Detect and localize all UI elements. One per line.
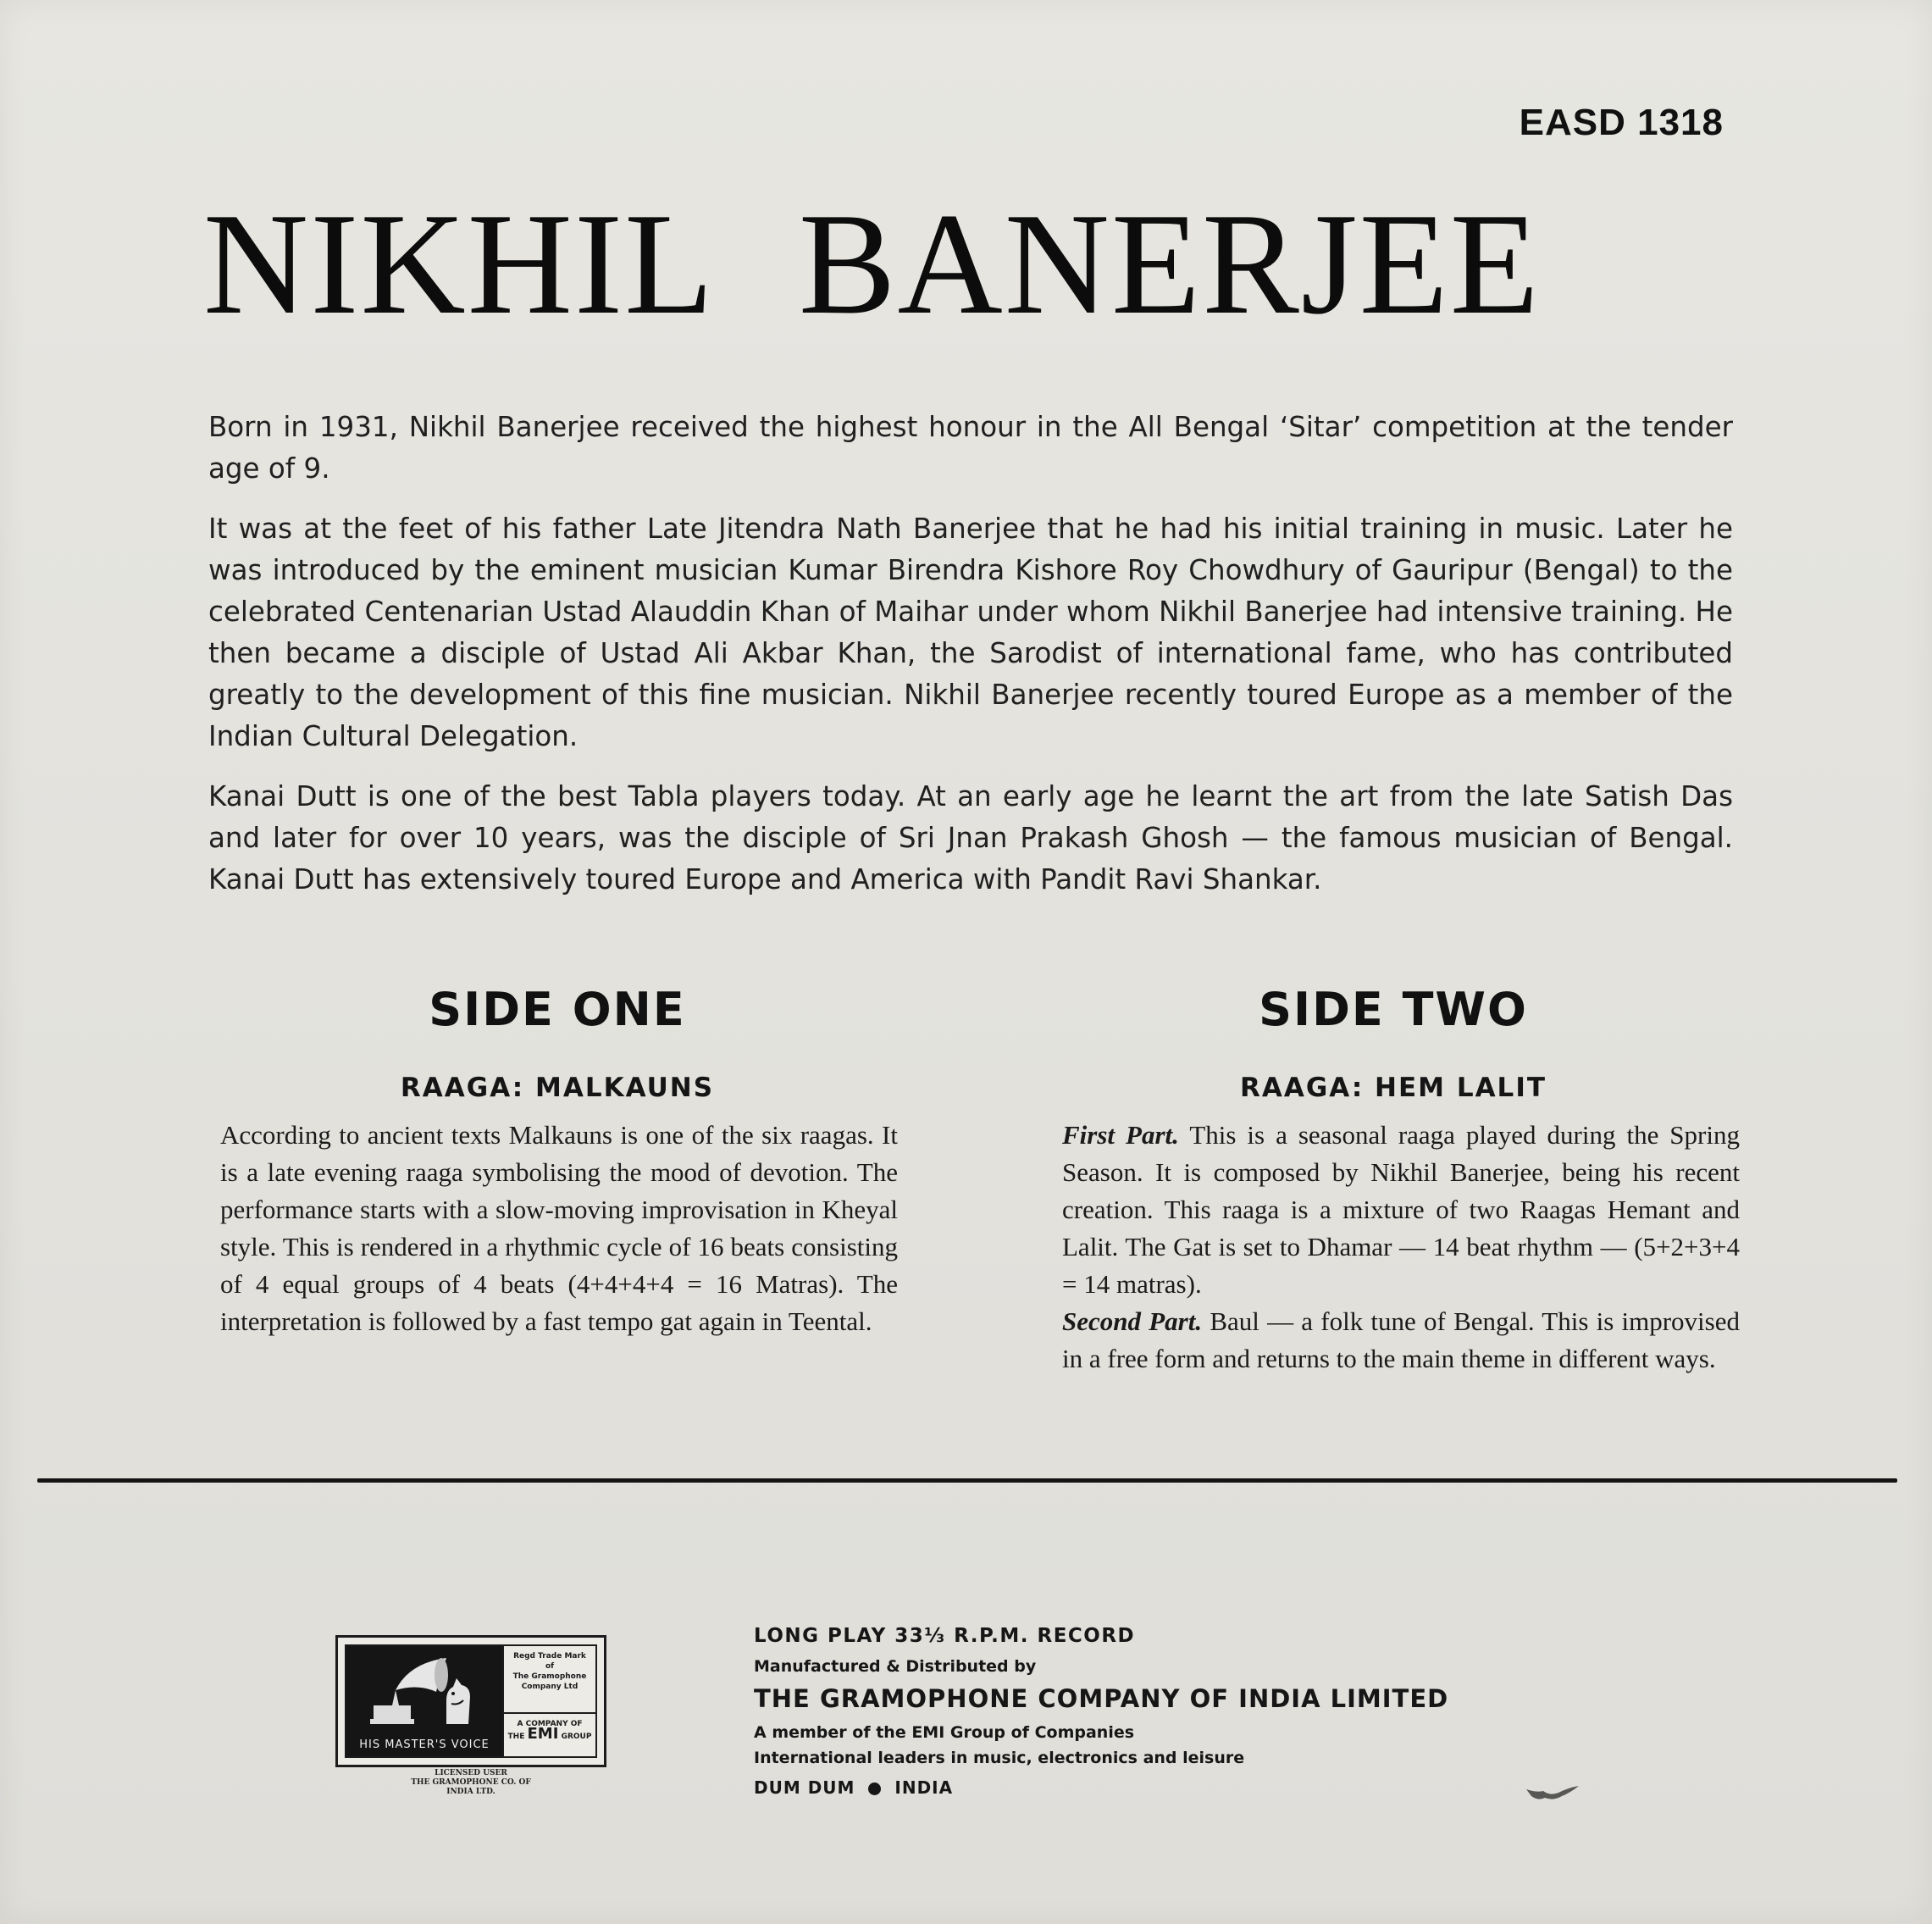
emi-line: [504, 1725, 595, 1743]
hmv-logo: [335, 1635, 606, 1767]
horizontal-divider: [37, 1478, 1897, 1483]
bio-paragraph-2: It was at the feet of his father Late Jitendra Nath Banerjee that he had his initial training in music. Later he was introduced by the eminent musician Kumar Birendra Kishore Roy Chowdhury of Gauripur (Bengal) to the celebrated Centenarian Ustad Alauddin Khan of Maihar under whom Nikhil Banerjee had intensive training. He then became a disciple of Ustad Ali Akbar Khan, the Sarodist of international fame, who has contributed greatly to the development of this fine musician. Nikhil Banerjee recently toured Europe as a member of the Indian Cultural Delegation.: [208, 513, 1733, 752]
tagline-text: International leaders in music, electronics and leisure: [754, 1749, 1245, 1767]
trademark-line: Regd Trade Mark: [513, 1652, 586, 1661]
trademark-line: of: [545, 1662, 555, 1671]
side-one-description: According to ancient texts Malkauns is one of the six raagas. It is a late evening raaga symbolising the mood of devotion. The performance starts with a slow-moving improvisation in Kheyal style. This is rendered in a rhythmic cycle of 16 beats consisting of 4 equal groups of 4 beats (4+4+4+4 = 16 Matras). The interpretation is followed by a fast tempo gat again in Teental.: [220, 1120, 898, 1336]
side-two-second-part: [1062, 1303, 1740, 1378]
first-part-label: First Part.: [1062, 1120, 1179, 1150]
biography: [208, 407, 1733, 919]
logo-picture-panel: [346, 1646, 502, 1756]
location-text: [754, 1777, 1516, 1798]
licensed-line: LICENSED USER: [435, 1769, 507, 1777]
first-part-text: This is a seasonal raaga played during the Spring Season. It is composed by Nikhil Banerjee, being his recent creation. This raaga is a mixture of two Raagas Hemant and Lalit. The Gat is set to Dhamar — 14 beat rhythm — (5+2+3+4 = 14 matras).: [1062, 1120, 1740, 1299]
location-country: INDIA: [894, 1777, 954, 1798]
manufactured-text: Manufactured & Distributed by: [754, 1657, 1037, 1676]
side-two-raaga: RAAGA: HEM LALIT: [1240, 1073, 1547, 1103]
artist-title: NIKHIL BANERJEE: [203, 184, 1541, 345]
emi-name: EMI: [527, 1725, 559, 1743]
member-text: A member of the EMI Group of Companies: [754, 1723, 1135, 1742]
trademark-text: [504, 1651, 595, 1692]
bio-paragraph-3: Kanai Dutt is one of the best Tabla players today. At an early age he learnt the art from the late Satish Das and later for over 10 years, was the disciple of Sri Jnan Prakash Ghosh — the famous musician of Bengal. Kanai Dutt has extensively toured Europe and America with Pandit Ravi Shankar.: [208, 780, 1733, 895]
side-one-notes: [220, 1117, 898, 1340]
logo-info-panel: [502, 1646, 595, 1756]
logo-frame: [345, 1644, 597, 1758]
side-two-first-part: [1062, 1117, 1740, 1303]
side-two-title: SIDE TWO: [1259, 983, 1528, 1036]
logo-brand-text: HIS MASTER'S VOICE: [359, 1738, 490, 1751]
catalog-number: EASD 1318: [1519, 102, 1724, 143]
location-city: DUM DUM: [754, 1777, 855, 1798]
bio-paragraph-1: Born in 1931, Nikhil Banerjee received the highest honour in the All Bengal ‘Sitar’ competition at the tender age of 9.: [208, 411, 1733, 485]
licensed-user-text: [386, 1769, 556, 1797]
company-name: THE GRAMOPHONE COMPANY OF INDIA LIMITED: [754, 1684, 1449, 1713]
licensed-line: INDIA LTD.: [446, 1788, 495, 1796]
bird-stamp-icon: [1525, 1783, 1584, 1808]
licensed-line: THE GRAMOPHONE CO. OF: [411, 1778, 531, 1787]
emi-the: THE: [507, 1733, 525, 1741]
trademark-line: The Gramophone: [512, 1672, 587, 1681]
second-part-text: Baul — a folk tune of Bengal. This is improvised in a free form and returns to the main theme in different ways.: [1062, 1306, 1740, 1373]
format-text: LONG PLAY 33⅓ R.P.M. RECORD: [754, 1625, 1136, 1647]
second-part-label: Second Part.: [1062, 1306, 1203, 1336]
dog-gramophone-icon: [358, 1653, 490, 1736]
emi-prefix: A COMPANY OF: [517, 1720, 583, 1728]
record-label-info: [754, 1625, 1516, 1798]
emi-group-text: [504, 1712, 595, 1756]
emi-group: GROUP: [561, 1733, 592, 1741]
black-dot-icon: [868, 1783, 881, 1795]
side-two-notes: [1062, 1117, 1740, 1378]
side-one-raaga: RAAGA: MALKAUNS: [400, 1073, 715, 1103]
trademark-line: Company Ltd: [521, 1683, 578, 1691]
side-one-title: SIDE ONE: [429, 983, 686, 1036]
